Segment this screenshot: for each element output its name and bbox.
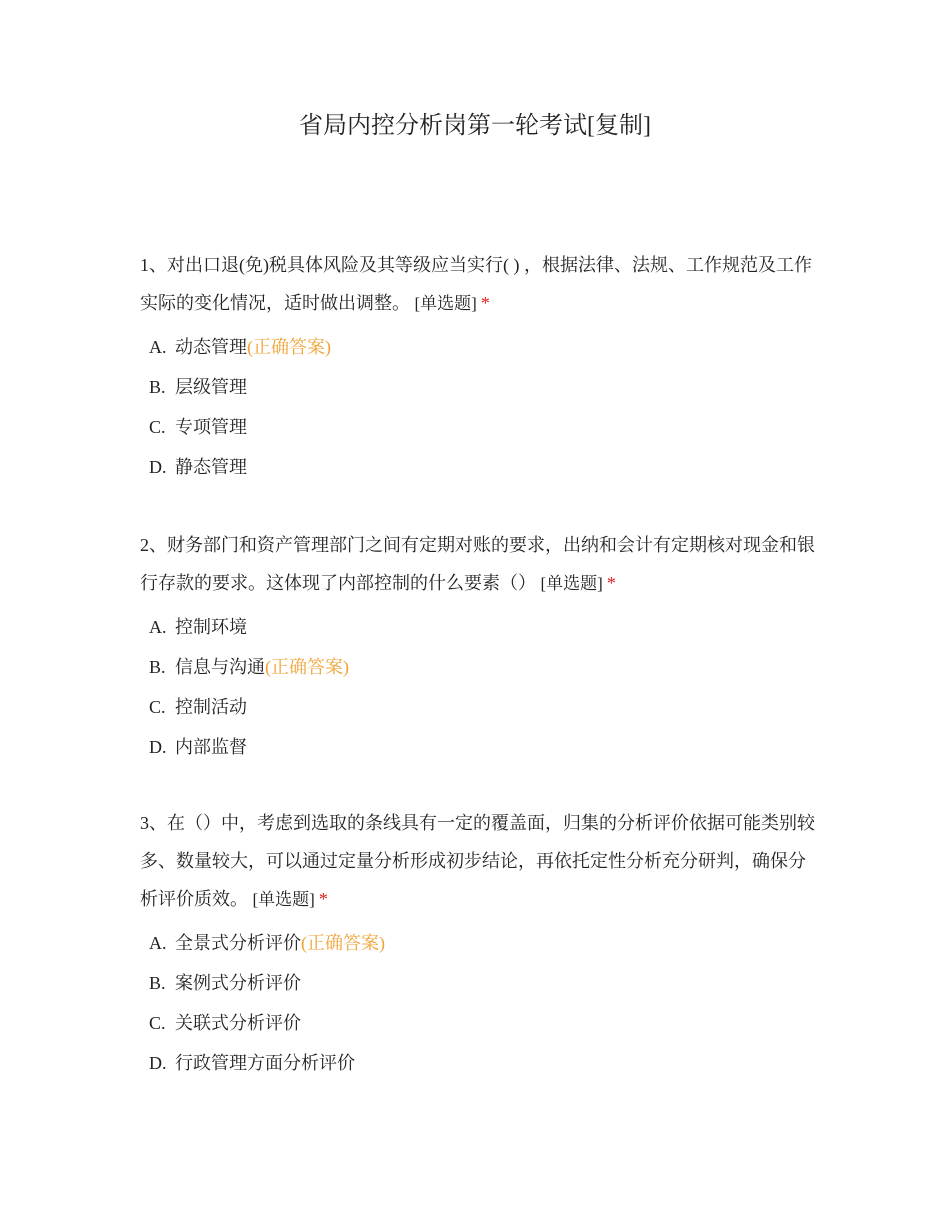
option-list — [140, 327, 820, 487]
option-text: 控制活动 — [175, 697, 247, 717]
option-c[interactable] — [140, 407, 820, 447]
required-mark: * — [480, 293, 490, 313]
option-list — [140, 607, 820, 767]
option-letter: D. — [149, 737, 167, 757]
option-a[interactable] — [140, 327, 820, 367]
option-b[interactable] — [140, 963, 820, 1003]
option-letter: C. — [149, 417, 166, 437]
required-mark: * — [606, 573, 616, 593]
option-d[interactable] — [140, 1043, 820, 1083]
correct-answer-label: (正确答案) — [247, 337, 331, 357]
option-c[interactable] — [140, 1003, 820, 1043]
option-c[interactable] — [140, 687, 820, 727]
option-letter: B. — [149, 377, 166, 397]
option-letter: D. — [149, 1053, 167, 1073]
option-text: 层级管理 — [175, 377, 247, 397]
option-letter: A. — [149, 933, 167, 953]
option-letter: A. — [149, 337, 167, 357]
option-letter: A. — [149, 617, 167, 637]
required-mark: * — [318, 889, 328, 909]
question-number: 3、 — [140, 813, 167, 833]
option-a[interactable] — [140, 923, 820, 963]
question-number: 1、 — [140, 255, 167, 275]
question-stem — [140, 246, 820, 323]
option-list — [140, 923, 820, 1083]
option-text: 关联式分析评价 — [175, 1013, 301, 1033]
option-letter: B. — [149, 657, 166, 677]
question-type-label: [单选题] — [252, 890, 315, 909]
question-stem — [140, 526, 820, 603]
option-letter: C. — [149, 697, 166, 717]
question-stem — [140, 804, 820, 919]
question-number: 2、 — [140, 535, 167, 555]
option-d[interactable] — [140, 727, 820, 767]
option-letter: B. — [149, 973, 166, 993]
correct-answer-label: (正确答案) — [265, 657, 349, 677]
page-title: 省局内控分析岗第一轮考试[复制] — [299, 113, 651, 139]
question-text: 在（）中，考虑到选取的条线具有一定的覆盖面，归集的分析评价依据可能类别较多、数量较大，可以通过定量分析形成初步结论，再依托定性分析充分研判，确保分析评价质效。 — [140, 813, 815, 909]
question-text: 对出口退(免)税具体风险及其等级应当实行( ) ，根据法律、法规、工作规范及工作实际的变化情况，适时做出调整。 — [140, 255, 812, 313]
option-letter: C. — [149, 1013, 166, 1033]
option-text: 案例式分析评价 — [175, 973, 301, 993]
option-text: 内部监督 — [175, 737, 247, 757]
option-text: 控制环境 — [175, 617, 247, 637]
option-d[interactable] — [140, 447, 820, 487]
option-text: 信息与沟通 — [175, 657, 265, 677]
option-a[interactable] — [140, 607, 820, 647]
option-text: 静态管理 — [175, 457, 247, 477]
question-type-label: [单选题] — [540, 574, 603, 593]
option-text: 专项管理 — [175, 417, 247, 437]
question-text: 财务部门和资产管理部门之间有定期对账的要求，出纳和会计有定期核对现金和银行存款的要求。这体现了内部控制的什么要素（） — [140, 535, 815, 593]
correct-answer-label: (正确答案) — [301, 933, 385, 953]
option-letter: D. — [149, 457, 167, 477]
question-3 — [140, 804, 820, 1083]
option-text: 动态管理 — [175, 337, 247, 357]
question-1 — [140, 246, 820, 487]
option-b[interactable] — [140, 647, 820, 687]
question-2 — [140, 526, 820, 767]
option-text: 行政管理方面分析评价 — [175, 1053, 355, 1073]
option-text: 全景式分析评价 — [175, 933, 301, 953]
option-b[interactable] — [140, 367, 820, 407]
question-type-label: [单选题] — [414, 294, 477, 313]
